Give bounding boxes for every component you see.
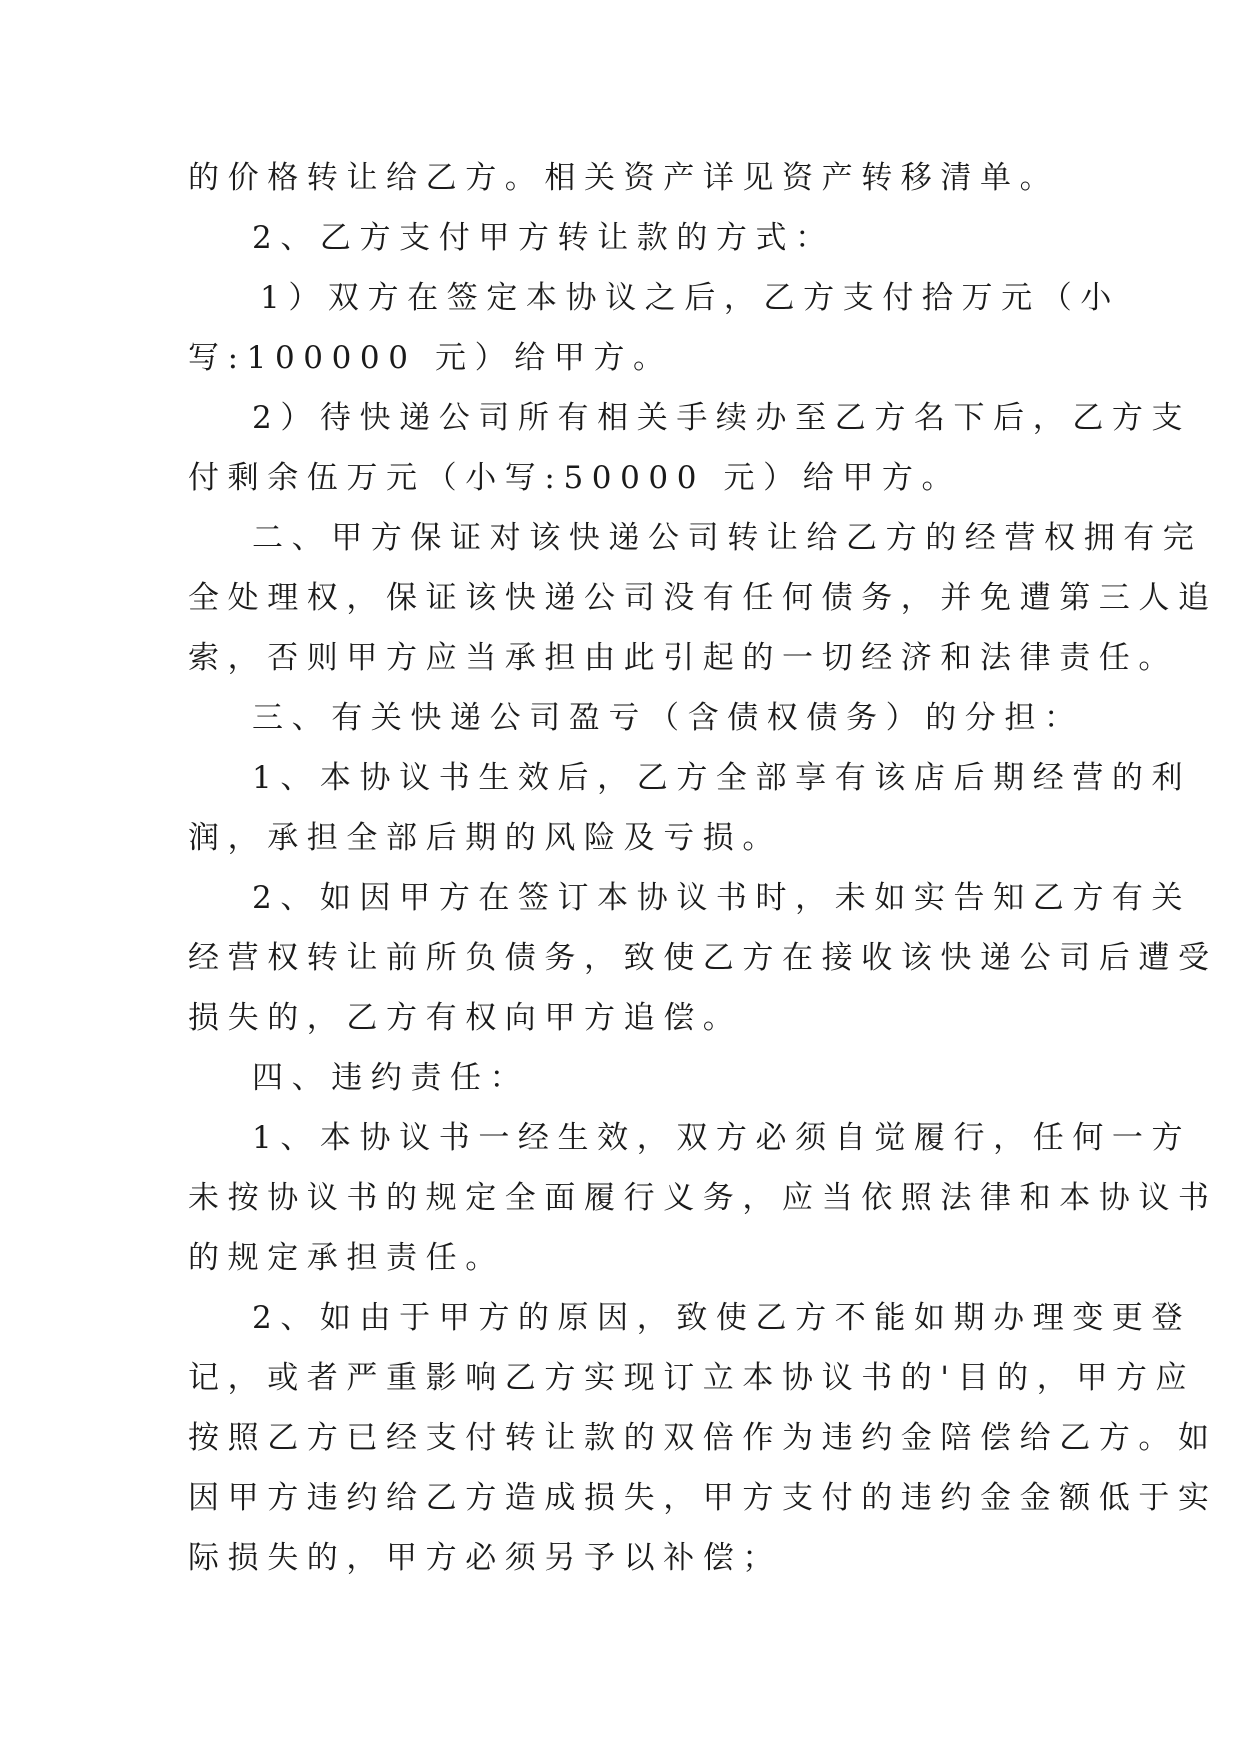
- paragraph-line: 未按协议书的规定全面履行义务，应当依照法律和本协议书: [188, 1180, 1218, 1216]
- paragraph-line: 2、如因甲方在签订本协议书时，未如实告知乙方有关: [252, 880, 1192, 916]
- paragraph-line: 写:100000 元）给甲方。: [188, 340, 673, 376]
- paragraph-line: 记，或者严重影响乙方实现订立本协议书的'目的，甲方应: [188, 1360, 1196, 1396]
- paragraph-line: 四、违约责任：: [252, 1060, 530, 1096]
- paragraph-line: 2）待快递公司所有相关手续办至乙方名下后，乙方支: [252, 400, 1192, 436]
- paragraph-line: 付剩余伍万元（小写:50000 元）给甲方。: [188, 460, 962, 496]
- paragraph-line: 三、有关快递公司盈亏（含债权债务）的分担：: [252, 700, 1084, 736]
- paragraph-line: 1、本协议书生效后，乙方全部享有该店后期经营的利: [252, 760, 1192, 796]
- paragraph-line: 1、本协议书一经生效，双方必须自觉履行，任何一方: [252, 1120, 1192, 1156]
- paragraph-line: 因甲方违约给乙方造成损失，甲方支付的违约金金额低于实: [188, 1480, 1218, 1516]
- paragraph-line: 2、乙方支付甲方转让款的方式：: [252, 220, 835, 256]
- paragraph-line: 2、如由于甲方的原因，致使乙方不能如期办理变更登: [252, 1300, 1192, 1336]
- paragraph-line: 损失的，乙方有权向甲方追偿。: [188, 1000, 743, 1036]
- paragraph-line: 的价格转让给乙方。相关资产详见资产转移清单。: [188, 160, 1060, 196]
- paragraph-line: 索，否则甲方应当承担由此引起的一切经济和法律责任。: [188, 640, 1178, 676]
- paragraph-line: 1）双方在签定本协议之后，乙方支付拾万元（小: [260, 280, 1120, 316]
- paragraph-line: 的规定承担责任。: [188, 1240, 505, 1276]
- paragraph-line: 际损失的，甲方必须另予以补偿；: [188, 1540, 782, 1576]
- document-body: [188, 148, 1218, 1588]
- paragraph-line: 全处理权，保证该快递公司没有任何债务，并免遭第三人追: [188, 580, 1218, 616]
- paragraph-line: 润，承担全部后期的风险及亏损。: [188, 820, 782, 856]
- paragraph-line: 按照乙方已经支付转让款的双倍作为违约金陪偿给乙方。如: [188, 1420, 1218, 1456]
- paragraph-line: 经营权转让前所负债务，致使乙方在接收该快递公司后遭受: [188, 940, 1218, 976]
- paragraph-line: 二、甲方保证对该快递公司转让给乙方的经营权拥有完: [252, 520, 1203, 556]
